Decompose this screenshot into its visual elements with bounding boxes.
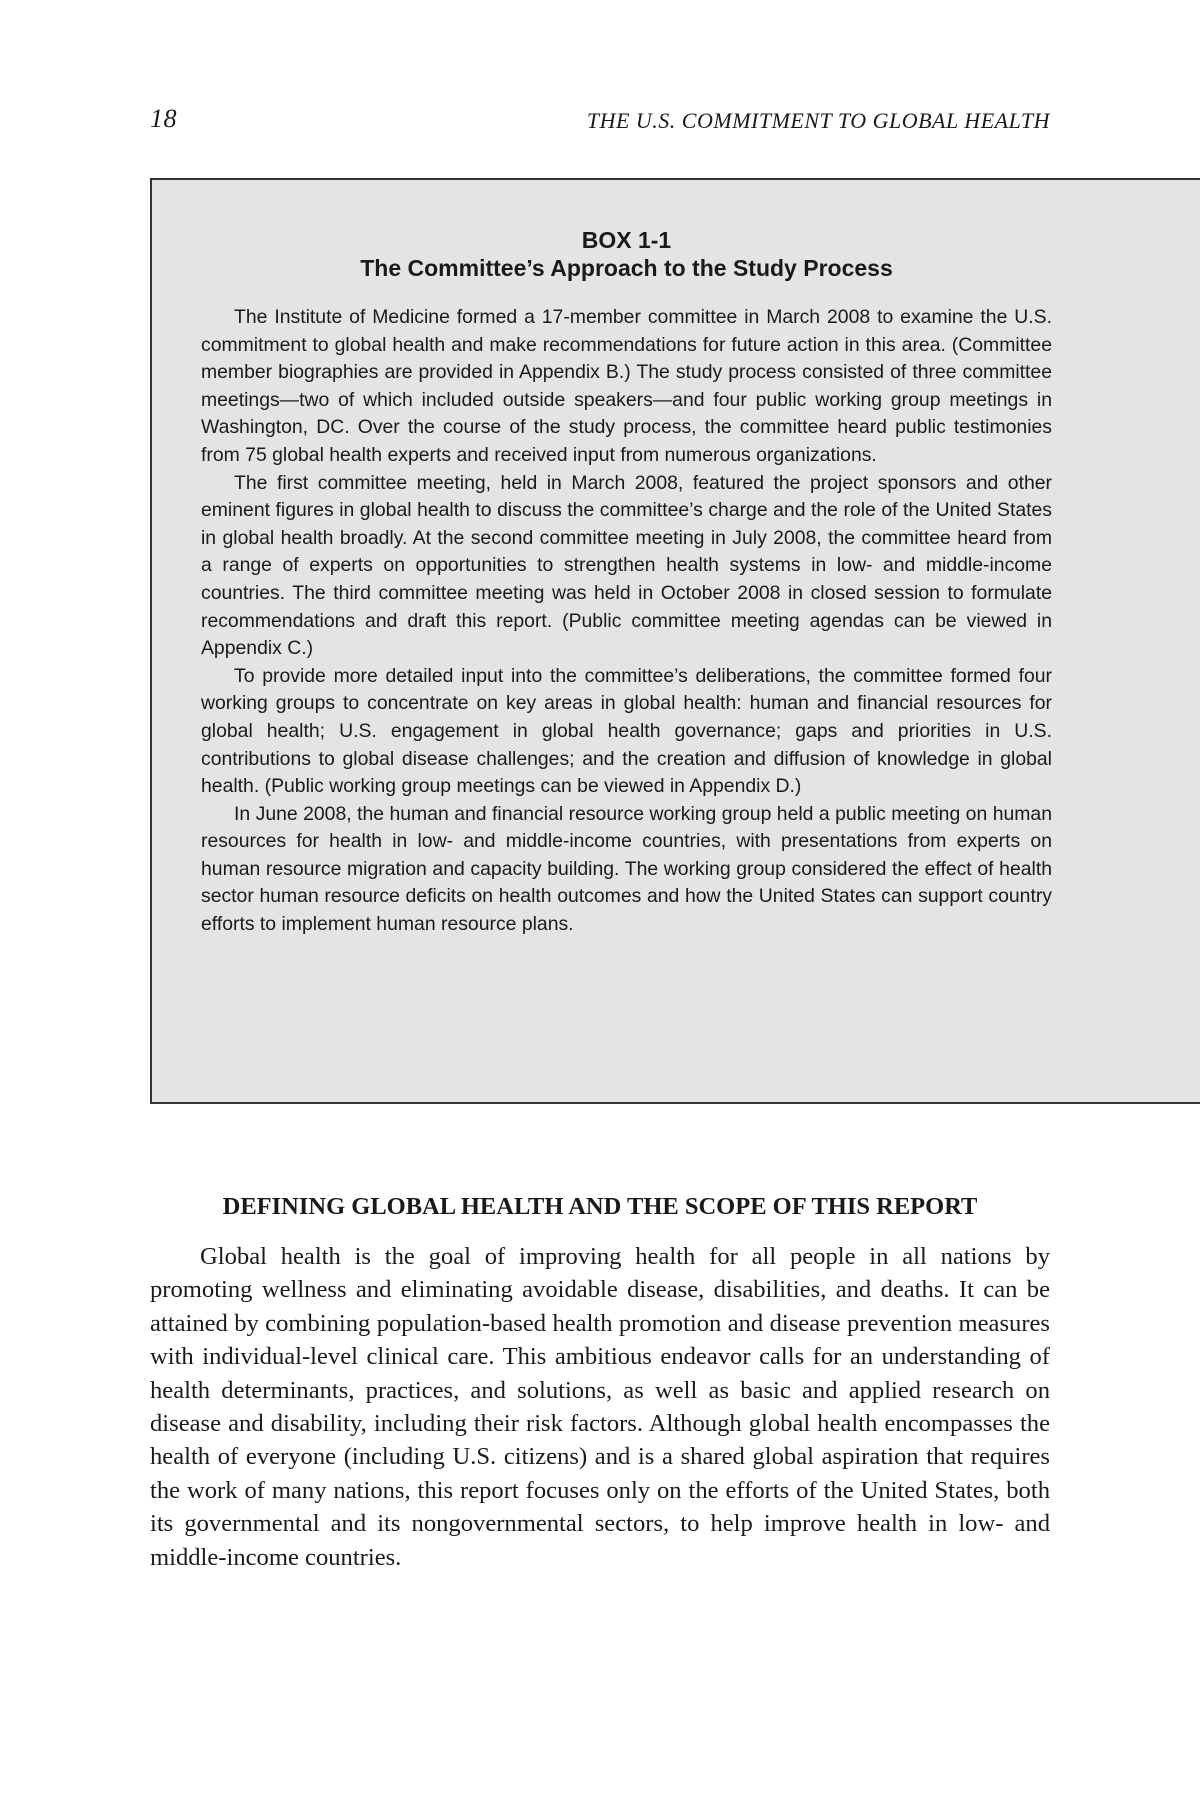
box-paragraph: The first committee meeting, held in March 2008, featured the project sponsors and other eminent figures in global health to discuss the committee’s charge and the role of the United States in global health broadly. At the second committee meeting in July 2008, the committee heard from a range of experts on opportunities to strengthen health systems in low- and middle-income countries. The third committee meeting was held in October 2008 in closed session to formulate recommendations and draft this report. (Public committee meeting agendas can be viewed in Appendix C.) bbox=[201, 471, 1052, 660]
sidebar-box bbox=[150, 178, 1200, 1104]
section-heading: DEFINING GLOBAL HEALTH AND THE SCOPE OF THIS REPORT bbox=[222, 1193, 978, 1220]
page-number: 18 bbox=[150, 104, 177, 133]
body-paragraph: Global health is the goal of improving health for all people in all nations by promoting wellness and eliminating avoidable disease, disabilities, and deaths. It can be attained by combining population-based health promotion and disease prevention measures with individual-level clinical care. This ambitious endeavor calls for an understanding of health determinants, practices, and solutions, as well as basic and applied research on disease and disability, including their risk factors. Although global health encompasses the health of everyone (including U.S. citizens) and is a shared global aspiration that requires the work of many nations, this report focuses only on the efforts of the United States, both its governmental and its nongovernmental sectors, to help improve health in low- and middle-income countries. bbox=[150, 1243, 1050, 1571]
running-head: THE U.S. COMMITMENT TO GLOBAL HEALTH bbox=[586, 108, 1050, 133]
box-paragraph: The Institute of Medicine formed a 17-member committee in March 2008 to examine the U.S. commitment to global health and make recommendations for future action in this area. (Committee member biographies are provided in Appendix B.) The study process consisted of three committee meetings—two of which included outside speakers—and four public working group meetings in Washington, DC. Over the course of the study process, the committee heard public testimonies from 75 global health experts and received input from numerous organizations. bbox=[201, 306, 1052, 466]
box-title: The Committee’s Approach to the Study Process bbox=[360, 255, 893, 281]
box-label: BOX 1-1 bbox=[581, 227, 672, 253]
box-paragraph: To provide more detailed input into the committee’s deliberations, the committee formed four working groups to concentrate on key areas in global health: human and financial resources for global health; U.S. engagement in global health governance; gaps and priorities in U.S. contributions to global disease challenges; and the creation and diffusion of knowledge in global health. (Public working group meetings can be viewed in Appendix D.) bbox=[201, 664, 1052, 798]
box-paragraph: In June 2008, the human and financial resource working group held a public meeting on human resources for health in low- and middle-income countries, with presentations from experts on human resource migration and capacity building. The working group considered the effect of health sector human resource deficits on health outcomes and how the United States can support country efforts to implement human resource plans. bbox=[201, 802, 1052, 936]
box-content bbox=[201, 226, 1052, 939]
